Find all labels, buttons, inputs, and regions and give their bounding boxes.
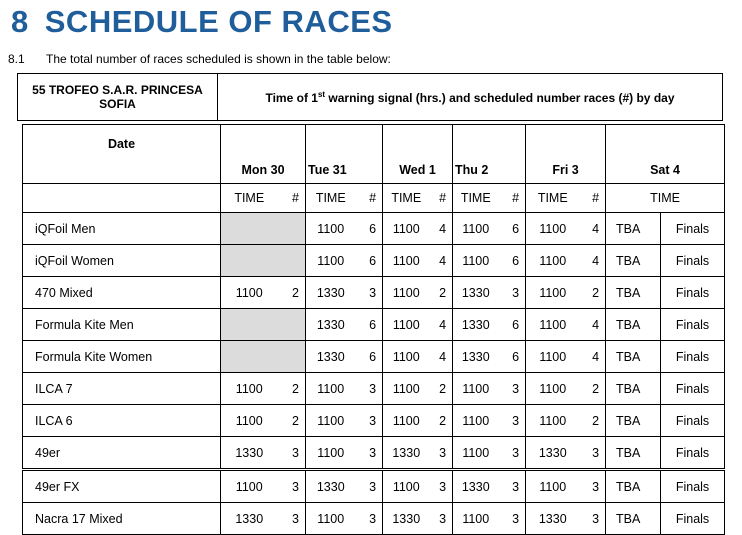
time-cell-thu: 1100 bbox=[453, 245, 499, 277]
time-cell-thu: 1100 bbox=[453, 437, 499, 470]
date-subheader-blank bbox=[23, 184, 221, 213]
count-cell-mon: 3 bbox=[278, 503, 306, 535]
class-name: Formula Kite Women bbox=[23, 341, 221, 373]
count-label: # bbox=[580, 184, 606, 213]
time-cell-wed: 1100 bbox=[383, 470, 430, 503]
sat-time-cell: TBA bbox=[606, 309, 661, 341]
count-cell-thu: 6 bbox=[499, 309, 526, 341]
caption-sup: st bbox=[317, 89, 326, 99]
time-cell-tue: 1330 bbox=[306, 341, 356, 373]
day-header-mon: Mon 30 bbox=[221, 125, 306, 184]
time-cell-tue: 1100 bbox=[306, 373, 356, 405]
sat-format-cell: Finals bbox=[661, 405, 725, 437]
time-cell-tue: 1100 bbox=[306, 437, 356, 470]
table-row bbox=[23, 309, 725, 341]
count-cell-thu: 3 bbox=[499, 503, 526, 535]
sat-time-cell: TBA bbox=[606, 503, 661, 535]
sat-time-cell: TBA bbox=[606, 213, 661, 245]
count-cell-wed: 4 bbox=[430, 245, 453, 277]
day-header-sat: Sat 4 bbox=[606, 125, 725, 184]
count-cell-thu: 3 bbox=[499, 470, 526, 503]
class-name: 49er bbox=[23, 437, 221, 470]
sat-time-cell: TBA bbox=[606, 437, 661, 470]
time-header-row bbox=[23, 184, 725, 213]
count-cell-tue: 6 bbox=[356, 245, 383, 277]
empty-cell-mon bbox=[221, 341, 306, 373]
section-heading bbox=[11, 4, 393, 40]
section-number: 8 bbox=[11, 4, 29, 39]
count-cell-tue: 3 bbox=[356, 405, 383, 437]
sat-format-cell: Finals bbox=[661, 309, 725, 341]
time-cell-fri: 1100 bbox=[526, 277, 580, 309]
time-cell-tue: 1100 bbox=[306, 245, 356, 277]
table-row bbox=[23, 373, 725, 405]
time-label: TIME bbox=[383, 184, 430, 213]
empty-cell-mon bbox=[221, 245, 306, 277]
time-cell-fri: 1330 bbox=[526, 503, 580, 535]
day-header-tue: Tue 31 bbox=[306, 125, 383, 184]
time-cell-wed: 1100 bbox=[383, 341, 430, 373]
table-row bbox=[23, 470, 725, 503]
sat-format-cell: Finals bbox=[661, 277, 725, 309]
sat-time-cell: TBA bbox=[606, 341, 661, 373]
section-title: SCHEDULE OF RACES bbox=[44, 4, 393, 39]
count-cell-wed: 3 bbox=[430, 470, 453, 503]
time-cell-tue: 1100 bbox=[306, 405, 356, 437]
sat-format-cell: Finals bbox=[661, 470, 725, 503]
event-name-line1: 55 TROFEO S.A.R. PRINCESA bbox=[32, 83, 203, 97]
time-cell-fri: 1100 bbox=[526, 245, 580, 277]
sat-format-cell: Finals bbox=[661, 437, 725, 470]
sat-time-cell: TBA bbox=[606, 373, 661, 405]
time-cell-thu: 1330 bbox=[453, 309, 499, 341]
sat-time-cell: TBA bbox=[606, 277, 661, 309]
time-cell-tue: 1100 bbox=[306, 503, 356, 535]
sat-format-cell: Finals bbox=[661, 341, 725, 373]
date-header: Date bbox=[23, 125, 221, 184]
time-cell-thu: 1330 bbox=[453, 470, 499, 503]
time-cell-mon: 1100 bbox=[221, 373, 278, 405]
time-cell-thu: 1100 bbox=[453, 373, 499, 405]
class-name: iQFoil Men bbox=[23, 213, 221, 245]
count-cell-fri: 2 bbox=[580, 277, 606, 309]
class-name: Nacra 17 Mixed bbox=[23, 503, 221, 535]
time-cell-thu: 1330 bbox=[453, 341, 499, 373]
sat-format-cell: Finals bbox=[661, 373, 725, 405]
count-cell-thu: 3 bbox=[499, 373, 526, 405]
time-cell-thu: 1100 bbox=[453, 405, 499, 437]
day-header-wed: Wed 1 bbox=[383, 125, 453, 184]
count-cell-mon: 3 bbox=[278, 437, 306, 470]
time-cell-thu: 1330 bbox=[453, 277, 499, 309]
time-cell-wed: 1100 bbox=[383, 277, 430, 309]
time-cell-mon: 1330 bbox=[221, 437, 278, 470]
time-cell-fri: 1100 bbox=[526, 341, 580, 373]
intro-number: 8.1 bbox=[8, 52, 25, 66]
sat-time-cell: TBA bbox=[606, 245, 661, 277]
time-cell-mon: 1330 bbox=[221, 503, 278, 535]
count-cell-fri: 4 bbox=[580, 309, 606, 341]
count-cell-mon: 2 bbox=[278, 277, 306, 309]
count-cell-tue: 3 bbox=[356, 277, 383, 309]
time-cell-tue: 1100 bbox=[306, 213, 356, 245]
class-name: ILCA 7 bbox=[23, 373, 221, 405]
count-cell-tue: 6 bbox=[356, 341, 383, 373]
schedule-table bbox=[22, 124, 725, 535]
sat-time-cell: TBA bbox=[606, 405, 661, 437]
count-cell-tue: 6 bbox=[356, 213, 383, 245]
count-cell-wed: 2 bbox=[430, 405, 453, 437]
table-row bbox=[23, 245, 725, 277]
time-cell-thu: 1100 bbox=[453, 503, 499, 535]
intro-paragraph bbox=[8, 52, 391, 66]
count-cell-mon: 2 bbox=[278, 405, 306, 437]
time-cell-wed: 1330 bbox=[383, 437, 430, 470]
count-cell-wed: 2 bbox=[430, 373, 453, 405]
empty-cell-mon bbox=[221, 213, 306, 245]
event-name bbox=[18, 74, 218, 121]
sat-format-cell: Finals bbox=[661, 213, 725, 245]
count-cell-tue: 6 bbox=[356, 309, 383, 341]
time-cell-wed: 1330 bbox=[383, 503, 430, 535]
caption-post: warning signal (hrs.) and scheduled number races (#) by day bbox=[325, 90, 675, 105]
count-cell-wed: 4 bbox=[430, 213, 453, 245]
time-label: TIME bbox=[526, 184, 580, 213]
sat-time-cell: TBA bbox=[606, 470, 661, 503]
time-cell-mon: 1100 bbox=[221, 470, 278, 503]
time-cell-fri: 1330 bbox=[526, 437, 580, 470]
event-name-line2: SOFIA bbox=[99, 97, 136, 111]
time-cell-wed: 1100 bbox=[383, 245, 430, 277]
time-cell-tue: 1330 bbox=[306, 277, 356, 309]
time-label: TIME bbox=[221, 184, 278, 213]
count-cell-fri: 3 bbox=[580, 503, 606, 535]
day-header-fri: Fri 3 bbox=[526, 125, 606, 184]
time-cell-fri: 1100 bbox=[526, 405, 580, 437]
table-row bbox=[23, 437, 725, 470]
count-cell-wed: 4 bbox=[430, 341, 453, 373]
count-cell-tue: 3 bbox=[356, 373, 383, 405]
count-cell-fri: 4 bbox=[580, 341, 606, 373]
count-cell-thu: 6 bbox=[499, 213, 526, 245]
caption-pre: Time of 1 bbox=[265, 90, 318, 105]
table-row bbox=[23, 405, 725, 437]
count-cell-wed: 2 bbox=[430, 277, 453, 309]
class-name: Formula Kite Men bbox=[23, 309, 221, 341]
count-cell-fri: 4 bbox=[580, 245, 606, 277]
count-label: # bbox=[430, 184, 453, 213]
table-row bbox=[23, 503, 725, 535]
table-row bbox=[23, 277, 725, 309]
count-cell-thu: 3 bbox=[499, 277, 526, 309]
time-cell-wed: 1100 bbox=[383, 213, 430, 245]
empty-cell-mon bbox=[221, 309, 306, 341]
time-label: TIME bbox=[453, 184, 499, 213]
count-cell-wed: 3 bbox=[430, 437, 453, 470]
count-cell-wed: 3 bbox=[430, 503, 453, 535]
count-cell-thu: 3 bbox=[499, 405, 526, 437]
time-cell-fri: 1100 bbox=[526, 373, 580, 405]
table-row bbox=[23, 341, 725, 373]
time-cell-mon: 1100 bbox=[221, 277, 278, 309]
count-cell-thu: 6 bbox=[499, 245, 526, 277]
time-cell-tue: 1330 bbox=[306, 309, 356, 341]
time-cell-wed: 1100 bbox=[383, 373, 430, 405]
time-cell-wed: 1100 bbox=[383, 309, 430, 341]
time-cell-tue: 1330 bbox=[306, 470, 356, 503]
time-cell-fri: 1100 bbox=[526, 309, 580, 341]
count-cell-fri: 4 bbox=[580, 213, 606, 245]
time-cell-mon: 1100 bbox=[221, 405, 278, 437]
sat-format-cell: Finals bbox=[661, 503, 725, 535]
count-cell-mon: 3 bbox=[278, 470, 306, 503]
class-name: iQFoil Women bbox=[23, 245, 221, 277]
count-cell-fri: 3 bbox=[580, 437, 606, 470]
count-cell-thu: 3 bbox=[499, 437, 526, 470]
class-name: ILCA 6 bbox=[23, 405, 221, 437]
table-row bbox=[23, 213, 725, 245]
time-cell-fri: 1100 bbox=[526, 470, 580, 503]
count-cell-wed: 4 bbox=[430, 309, 453, 341]
count-label: # bbox=[499, 184, 526, 213]
day-header-thu: Thu 2 bbox=[453, 125, 526, 184]
class-name: 49er FX bbox=[23, 470, 221, 503]
time-label: TIME bbox=[306, 184, 356, 213]
day-header-row bbox=[23, 125, 725, 184]
time-cell-fri: 1100 bbox=[526, 213, 580, 245]
count-cell-fri: 2 bbox=[580, 373, 606, 405]
count-cell-thu: 6 bbox=[499, 341, 526, 373]
time-label-sat: TIME bbox=[606, 184, 725, 213]
count-cell-tue: 3 bbox=[356, 503, 383, 535]
sat-format-cell: Finals bbox=[661, 245, 725, 277]
intro-text: The total number of races scheduled is shown in the table below: bbox=[46, 52, 391, 66]
schedule-header-table bbox=[17, 73, 723, 121]
count-label: # bbox=[278, 184, 306, 213]
count-label: # bbox=[356, 184, 383, 213]
count-cell-tue: 3 bbox=[356, 470, 383, 503]
count-cell-tue: 3 bbox=[356, 437, 383, 470]
count-cell-mon: 2 bbox=[278, 373, 306, 405]
count-cell-fri: 3 bbox=[580, 470, 606, 503]
time-cell-thu: 1100 bbox=[453, 213, 499, 245]
time-cell-wed: 1100 bbox=[383, 405, 430, 437]
header-caption bbox=[218, 74, 723, 121]
count-cell-fri: 2 bbox=[580, 405, 606, 437]
class-name: 470 Mixed bbox=[23, 277, 221, 309]
